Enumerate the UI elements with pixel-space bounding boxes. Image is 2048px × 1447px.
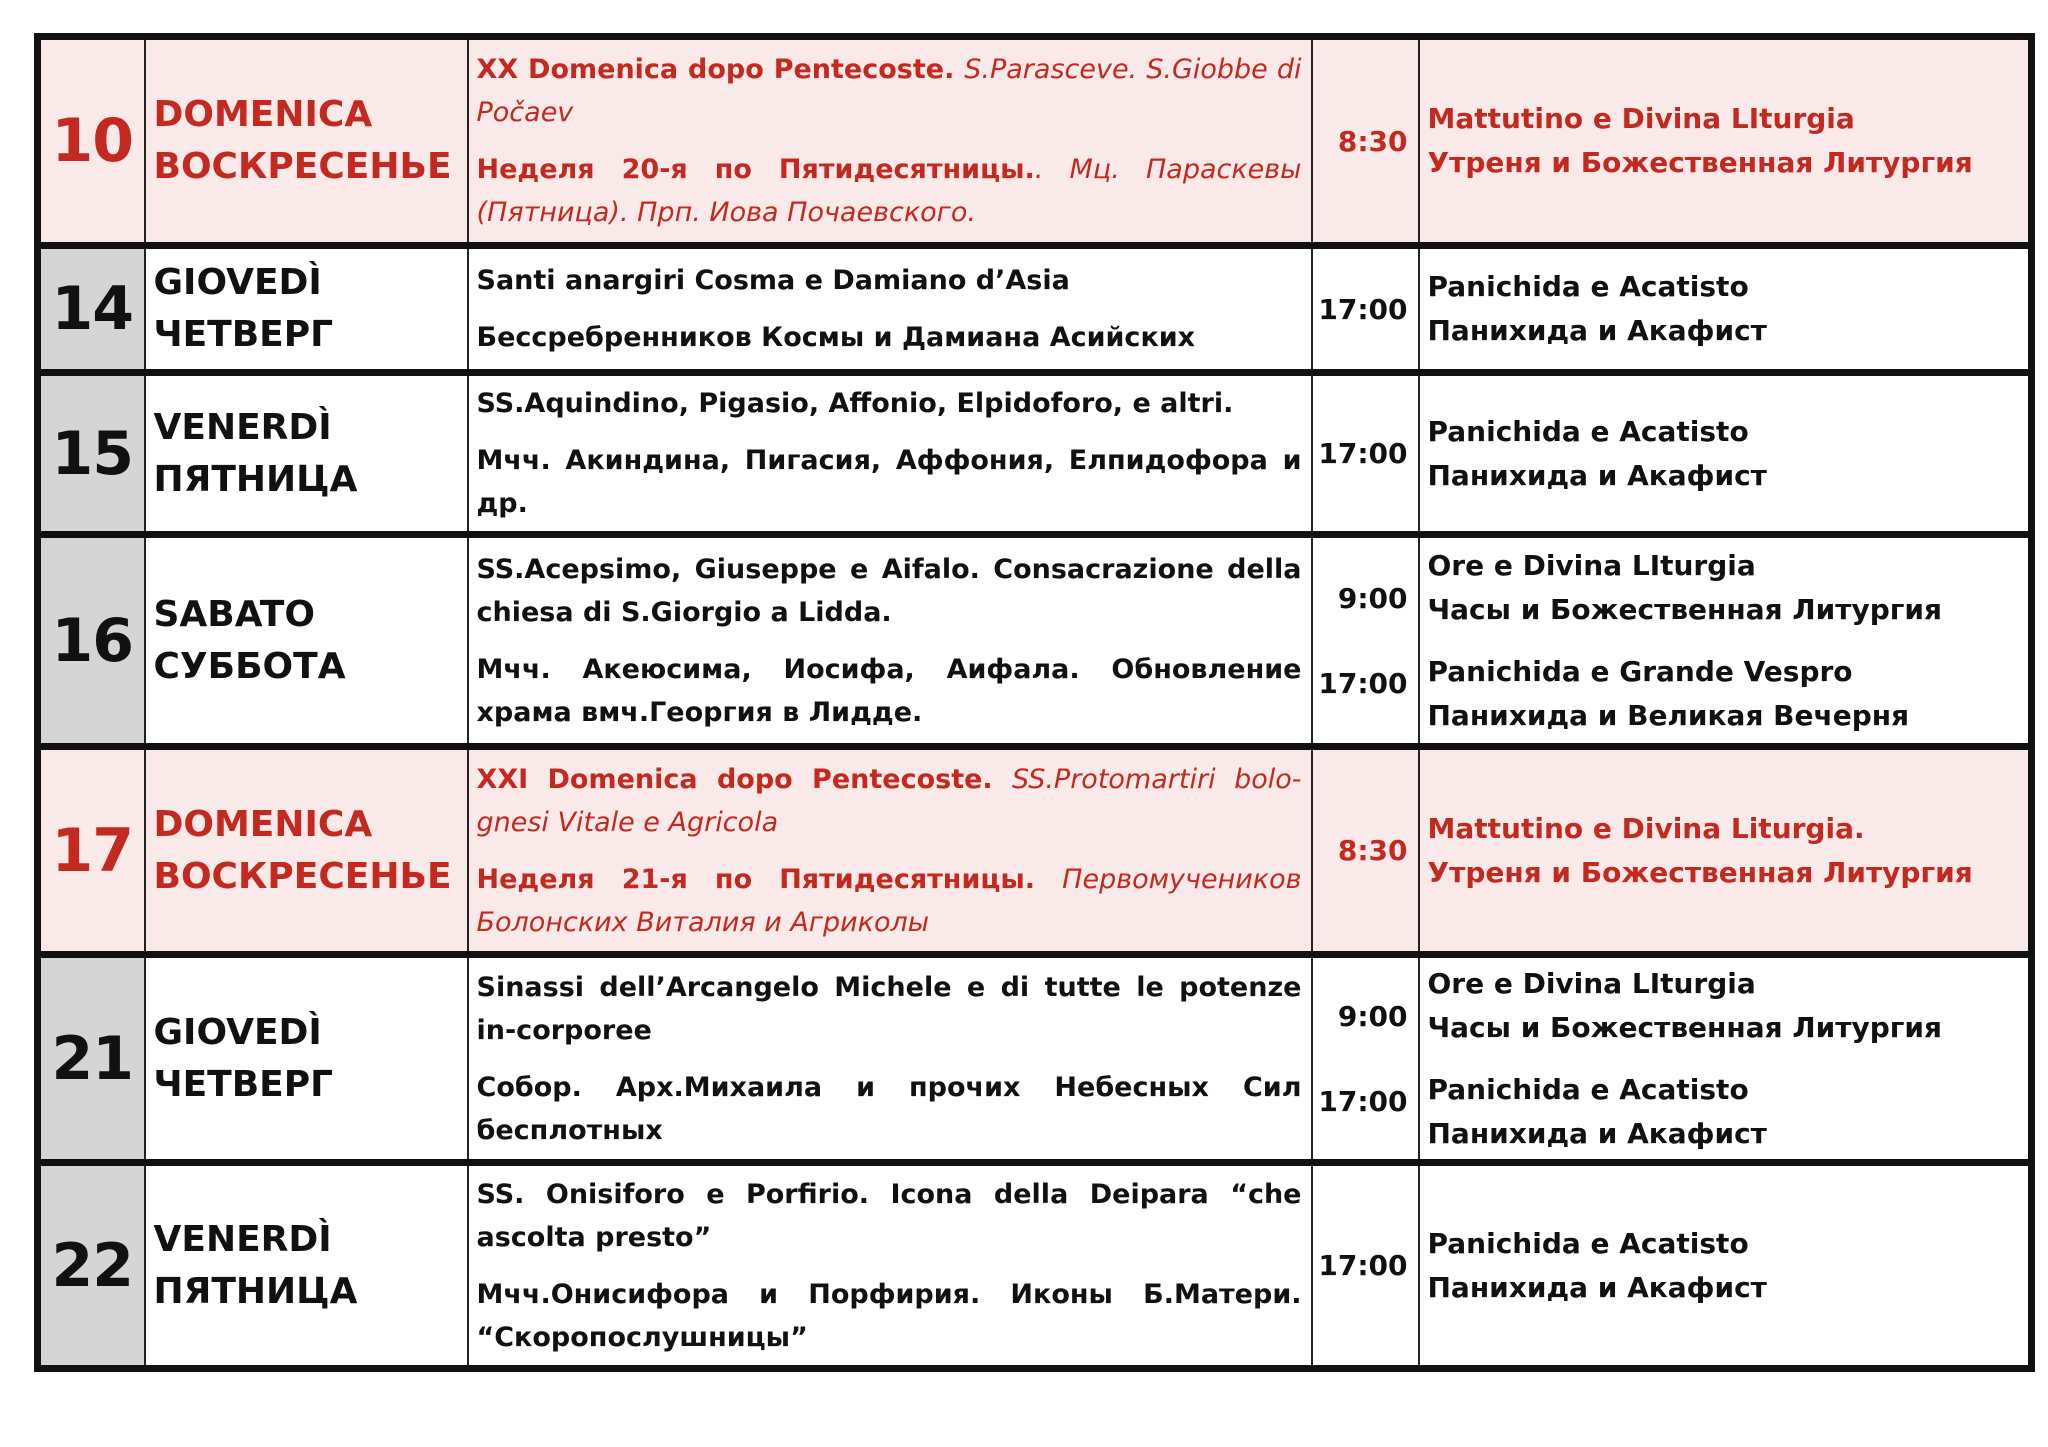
- commemoration-italian-saints: S.Parasceve. S.Giobbe di Počaev: [476, 54, 1302, 128]
- commemoration-russian: [477, 858, 1302, 944]
- service-times-cell: [1312, 747, 1419, 955]
- commemoration-cell: [468, 37, 1312, 246]
- weekday-russian: СУББОТА: [153, 645, 346, 687]
- service-block: [1428, 807, 2029, 895]
- schedule-row: [38, 37, 2032, 246]
- weekday-italian: GIOVEDÌ: [153, 1011, 322, 1053]
- weekday-cell: [145, 37, 468, 246]
- service-russian: Панихида и Акафист: [1427, 1116, 1767, 1150]
- service-block: [1428, 410, 2029, 498]
- service-time: 17:00: [1318, 437, 1408, 470]
- service-times-cell: [1312, 955, 1419, 1163]
- weekday-russian: ВОСКРЕСЕНЬЕ: [153, 146, 452, 187]
- service-russian: Панихида и Акафист: [1427, 458, 1767, 492]
- service-block: [1428, 1222, 2029, 1310]
- commemoration-russian-main: Неделя 21-я по Пятидесятницы.: [476, 863, 1036, 895]
- commemoration-italian: [477, 758, 1302, 844]
- weekday-cell: [145, 535, 468, 747]
- weekday-cell: [145, 246, 468, 373]
- commemoration-italian-main: SS.Acepsimo, Giuseppe e Aifalo. Consacrazione della chiesa di S.Giorgio a Lidda.: [476, 553, 1302, 628]
- services-cell: [1419, 37, 2032, 246]
- schedule-row: [38, 1163, 2032, 1369]
- service-italian: Panichida e Grande Vespro: [1427, 654, 1853, 688]
- service-times-cell: [1312, 1163, 1419, 1369]
- service-russian: Панихида и Великая Вечерня: [1427, 698, 1910, 732]
- commemoration-italian: [477, 548, 1302, 634]
- weekday-italian: DOMENICA: [153, 94, 373, 135]
- commemoration-russian: [477, 1273, 1302, 1359]
- weekday-russian: ПЯТНИЦА: [153, 458, 358, 500]
- service-italian: Ore e Divina LIturgia: [1427, 966, 1756, 1000]
- commemoration-cell: [468, 1163, 1312, 1369]
- commemoration-russian-main: Неделя 20-я по Пятидесятницы.: [476, 154, 1035, 185]
- weekday-russian: ПЯТНИЦА: [153, 1270, 358, 1312]
- service-russian: Панихида и Акафист: [1427, 314, 1767, 347]
- services-cell: [1419, 535, 2032, 747]
- commemoration-italian-main: SS.Aquindino, Pigasio, Affonio, Elpidoforo, e altri.: [476, 388, 1234, 419]
- weekday-italian: VENERDÌ: [153, 406, 332, 448]
- service-times-cell: [1312, 535, 1419, 747]
- day-number: 22: [38, 1163, 145, 1369]
- services-cell: [1419, 373, 2032, 535]
- day-number: 14: [38, 246, 145, 373]
- commemoration-russian-main: Собор. Арх.Михаила и прочих Небесных Сил бесплотных: [476, 1071, 1302, 1146]
- commemoration-russian-saints: Первомучеников Болонских Виталия и Агриколы: [476, 863, 1302, 938]
- service-time: 8:30: [1337, 124, 1408, 158]
- commemoration-cell: [468, 373, 1312, 535]
- commemoration-italian: [477, 1173, 1302, 1259]
- weekday-cell: [145, 747, 468, 955]
- day-number: 15: [38, 373, 145, 535]
- commemoration-cell: [468, 955, 1312, 1163]
- commemoration-russian-saints: . Мц. Параскевы (Пятница). Прп. Иова Почаевского.: [476, 154, 1302, 228]
- service-italian: Mattutino e Divina LIturgia: [1427, 102, 1855, 135]
- commemoration-russian-main: Бессребренников Космы и Дамиана Асийских: [476, 322, 1196, 353]
- commemoration-italian-main: Sinassi dell’Arcangelo Michele e di tutte le potenze in-corporee: [476, 971, 1302, 1046]
- service-italian: Mattutino e Divina Liturgia.: [1427, 811, 1865, 845]
- commemoration-italian-main: XX Domenica dopo Pentecoste.: [476, 54, 955, 85]
- schedule-row: [38, 747, 2032, 955]
- service-block: [1428, 265, 2029, 353]
- commemoration-italian: [477, 966, 1302, 1052]
- commemoration-italian: [477, 48, 1302, 134]
- commemoration-russian: [477, 439, 1302, 525]
- schedule-row: [38, 535, 2032, 747]
- day-number: 17: [38, 747, 145, 955]
- day-number: 16: [38, 535, 145, 747]
- commemoration-italian-main: Santi anargiri Cosma e Damiano d’Asia: [476, 265, 1070, 296]
- weekday-cell: [145, 955, 468, 1163]
- service-russian: Утреня и Божественная Литургия: [1427, 146, 1973, 179]
- commemoration-cell: [468, 747, 1312, 955]
- commemoration-russian-main: Мчч. Акиндина, Пигасия, Аффония, Елпидофора и др.: [476, 445, 1302, 519]
- commemoration-italian: [477, 259, 1302, 302]
- weekday-italian: VENERDÌ: [153, 1218, 332, 1260]
- commemoration-italian-main: XXI Domenica dopo Pentecoste.: [476, 763, 993, 795]
- day-number: 21: [38, 955, 145, 1163]
- schedule-row: [38, 246, 2032, 373]
- weekday-cell: [145, 373, 468, 535]
- service-block: [1428, 650, 2029, 738]
- service-times-cell: [1312, 246, 1419, 373]
- weekday-italian: GIOVEDÌ: [153, 262, 322, 303]
- schedule-table: [34, 33, 2035, 1372]
- service-russian: Часы и Божественная Литургия: [1427, 592, 1942, 626]
- commemoration-cell: [468, 535, 1312, 747]
- services-cell: [1419, 747, 2032, 955]
- weekday-russian: ЧЕТВЕРГ: [153, 1063, 334, 1105]
- weekday-italian: DOMENICA: [153, 803, 373, 845]
- commemoration-russian: [477, 648, 1302, 734]
- commemoration-italian: [477, 382, 1302, 425]
- commemoration-russian: [477, 1066, 1302, 1152]
- commemoration-italian-saints: SS.Protomartiri bolo-gnesi Vitale e Agricola: [476, 763, 1302, 838]
- weekday-russian: ЧЕТВЕРГ: [153, 314, 334, 355]
- service-time: 9:00: [1337, 581, 1408, 615]
- service-times-cell: [1312, 37, 1419, 246]
- service-block: [1428, 1068, 2029, 1156]
- commemoration-russian: [477, 316, 1302, 359]
- service-italian: Ore e Divina LIturgia: [1427, 548, 1756, 582]
- service-russian: Панихида и Акафист: [1427, 1270, 1767, 1304]
- service-time: 17:00: [1318, 292, 1408, 326]
- commemoration-russian-main: Мчч.Онисифора и Порфирия. Иконы Б.Матери. “Скоропослушницы”: [476, 1278, 1302, 1353]
- service-times-cell: [1312, 373, 1419, 535]
- service-time: 8:30: [1337, 834, 1408, 867]
- service-italian: Panichida e Acatisto: [1427, 1226, 1749, 1260]
- service-block: [1428, 544, 2029, 632]
- weekday-italian: SABATO: [153, 593, 315, 635]
- commemoration-italian-main: SS. Onisiforo e Porfirio. Icona della Deipara “che ascolta presto”: [476, 1178, 1302, 1253]
- services-cell: [1419, 1163, 2032, 1369]
- commemoration-cell: [468, 246, 1312, 373]
- weekday-russian: ВОСКРЕСЕНЬЕ: [153, 855, 452, 897]
- service-italian: Panichida e Acatisto: [1427, 270, 1749, 303]
- service-time: 17:00: [1318, 666, 1408, 700]
- service-russian: Часы и Божественная Литургия: [1427, 1010, 1942, 1044]
- schedule-row: [38, 955, 2032, 1163]
- services-cell: [1419, 955, 2032, 1163]
- service-time: 17:00: [1318, 1084, 1408, 1118]
- schedule-row: [38, 373, 2032, 535]
- service-time: 17:00: [1318, 1249, 1408, 1282]
- commemoration-russian-main: Мчч. Акеюсима, Иосифа, Аифала. Обновление храма вмч.Георгия в Лидде.: [476, 653, 1302, 728]
- service-block: [1428, 97, 2029, 185]
- commemoration-russian: [477, 148, 1302, 234]
- weekday-cell: [145, 1163, 468, 1369]
- service-time: 9:00: [1337, 999, 1408, 1033]
- day-number: 10: [38, 37, 145, 246]
- service-italian: Panichida e Acatisto: [1427, 1072, 1749, 1106]
- service-italian: Panichida e Acatisto: [1427, 414, 1749, 448]
- service-block: [1428, 962, 2029, 1050]
- service-russian: Утреня и Божественная Литургия: [1427, 855, 1973, 889]
- services-cell: [1419, 246, 2032, 373]
